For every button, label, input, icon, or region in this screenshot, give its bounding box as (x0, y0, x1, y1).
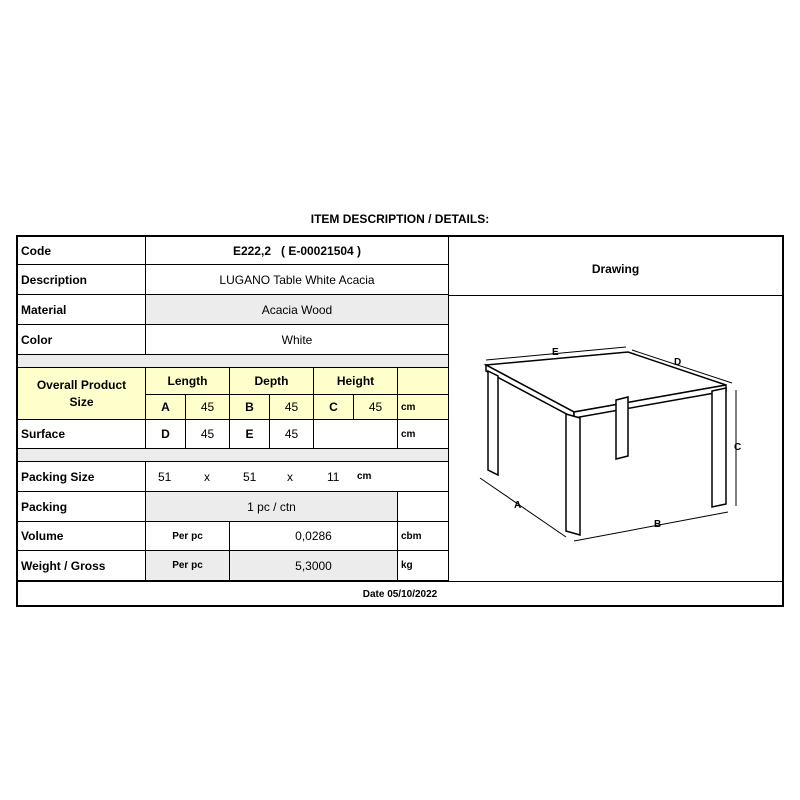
dim-d-label: D (674, 357, 682, 368)
overall-size-label-text: Overall Product Size (36, 377, 127, 409)
a-label: A (145, 394, 186, 420)
drawing-header (448, 236, 783, 296)
spacer-row-2 (17, 448, 449, 462)
color-value: White (145, 324, 449, 355)
material-label: Material (17, 294, 146, 325)
size-unit: cm (397, 394, 449, 420)
description-label: Description (17, 264, 146, 295)
height-header: Height (313, 367, 398, 395)
packing-height: 11 (327, 470, 340, 484)
table-drawing (458, 330, 758, 550)
volume-value: 0,0286 (229, 521, 398, 551)
c-value: 45 (353, 394, 398, 420)
size-header-blank (397, 367, 449, 395)
packing-x-2: x (287, 470, 293, 484)
material-value: Acacia Wood (145, 294, 449, 325)
b-label: B (229, 394, 270, 420)
surface-blank (313, 419, 398, 449)
drawing-label: Drawing (591, 262, 640, 276)
leg-front-left (566, 414, 580, 535)
volume-unit: cbm (397, 521, 449, 551)
table-top (486, 352, 726, 412)
dim-b-line (574, 512, 728, 541)
d-label: D (145, 419, 186, 449)
code-label: Code (17, 236, 146, 265)
volume-label: Volume (17, 521, 146, 551)
depth-header: Depth (229, 367, 314, 395)
overall-size-label (17, 367, 146, 420)
dim-c-label: C (734, 442, 742, 453)
packing-label: Packing (17, 491, 146, 522)
leg-front-right (712, 388, 726, 507)
weight-unit: kg (397, 550, 449, 581)
packing-value: 1 pc / ctn (145, 491, 398, 522)
dim-a-line (480, 478, 566, 537)
packing-length: 51 (158, 470, 172, 484)
packing-size-unit: cm (357, 471, 372, 482)
code-value: E222,2 ( E-00021504 ) (145, 236, 449, 265)
date-text: Date 05/10/2022 (362, 588, 438, 600)
packing-size-label: Packing Size (17, 461, 146, 492)
leg-center (616, 397, 628, 459)
d-value: 45 (185, 419, 230, 449)
surface-label: Surface (17, 419, 146, 449)
dim-b-label: B (654, 519, 662, 530)
volume-per: Per pc (145, 521, 230, 551)
e-label: E (229, 419, 270, 449)
color-label: Color (17, 324, 146, 355)
leg-back-left (488, 371, 498, 475)
weight-per: Per pc (145, 550, 230, 581)
date-footer (16, 581, 784, 606)
packing-size-row (145, 461, 449, 492)
b-value: 45 (269, 394, 314, 420)
description-value: LUGANO Table White Acacia (145, 264, 449, 295)
dim-e-label: E (552, 347, 559, 358)
a-value: 45 (185, 394, 230, 420)
page-title: ITEM DESCRIPTION / DETAILS: (310, 212, 490, 226)
e-value: 45 (269, 419, 314, 449)
packing-x-1: x (204, 470, 210, 484)
spacer-row (17, 354, 449, 368)
weight-label: Weight / Gross (17, 550, 146, 581)
length-header: Length (145, 367, 230, 395)
packing-width: 51 (243, 470, 257, 484)
weight-value: 5,3000 (229, 550, 398, 581)
surface-unit: cm (397, 419, 449, 449)
c-label: C (313, 394, 354, 420)
packing-blank (397, 491, 449, 522)
dim-a-label: A (514, 500, 522, 511)
